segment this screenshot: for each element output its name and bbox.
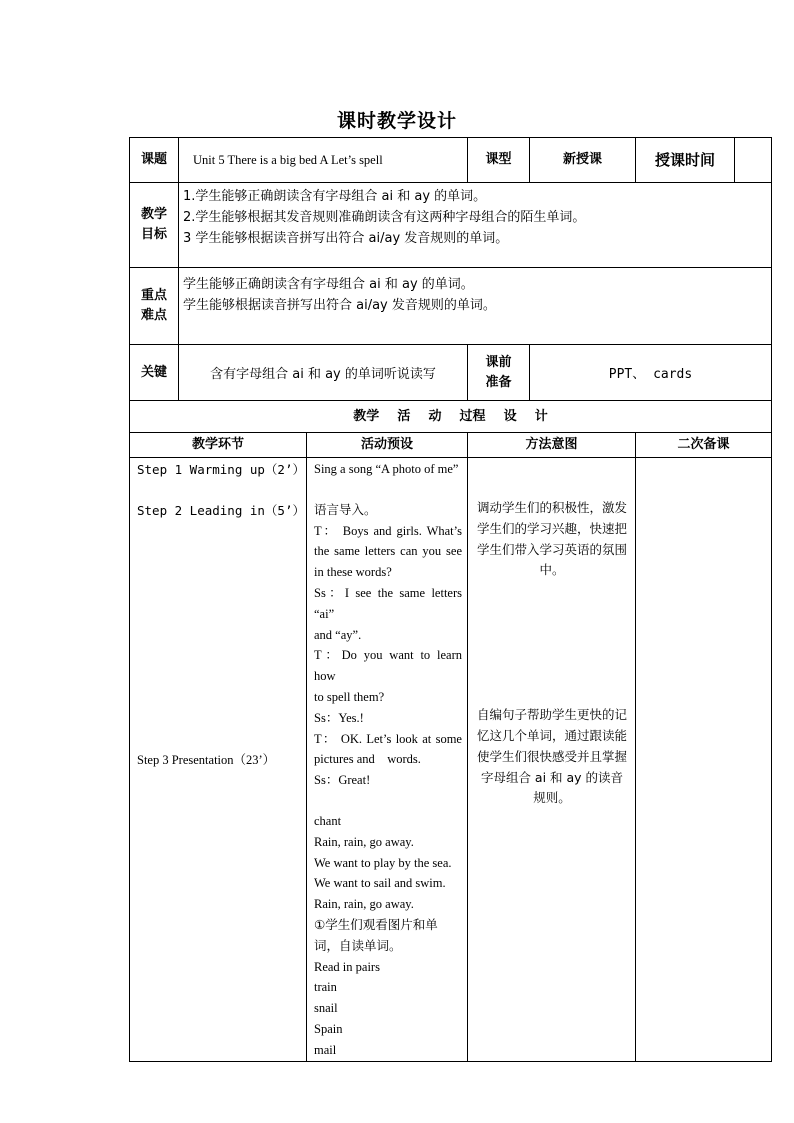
chant-line: We want to play by the sea. (314, 855, 452, 870)
word-item: mail (314, 1042, 337, 1057)
dialogue-line: T： OK. Let’s look at some (314, 731, 462, 746)
key-row (130, 345, 772, 401)
goal-line: 1.学生能够正确朗读含有字母组合 ai 和 ay 的单词。 (183, 189, 487, 204)
intro-activity: 语言导入。 (314, 501, 377, 517)
chant-title: chant (314, 813, 342, 828)
method-intent-2: 自编句子帮助学生更快的记忆这几个单词，通过跟读能使学生们很快感受并且掌握字母组合 ai 和 ay 的读音规则。 (476, 707, 627, 806)
goal-line: 3 学生能够根据读音拼写出符合 ai/ay 发音规则的单词。 (183, 231, 509, 246)
word-item: Spain (314, 1021, 343, 1036)
dialogue-line: Ss：Yes.! (314, 710, 364, 725)
dialogue-line: in these words? (314, 565, 392, 580)
chant-line: Rain, rain, go away. (314, 897, 414, 912)
column-header-row (130, 433, 772, 458)
keypoints-row (130, 268, 772, 345)
goals-row (130, 183, 772, 268)
song-activity: Sing a song “A photo of me” (314, 462, 459, 476)
process-header: 教学 活 动 过程 设 计 (130, 401, 772, 433)
method-intent-1: 调动学生们的积极性，激发学生们的学习兴趣，快速把学生们带入学习英语的氛围中。 (476, 500, 627, 578)
dialogue-line: the same letters can you see (314, 544, 462, 559)
second-prep-cell (636, 458, 772, 1062)
dialogue-line: Ss：Great! (314, 773, 371, 788)
prep-value: PPT、 cards (530, 345, 772, 401)
topic-label: 课题 (130, 138, 179, 183)
page-title: 课时教学设计 (336, 110, 457, 132)
chant-line: Rain, rain, go away. (314, 834, 414, 849)
dialogue-line: T：Do you want to learn how (314, 648, 462, 684)
dialogue-line: pictures and words. (314, 752, 421, 767)
chant-line: We want to sail and swim. (314, 876, 446, 891)
word-item: snail (314, 1001, 338, 1016)
type-label: 课型 (468, 138, 530, 183)
step-item: Step 1 Warming up（2’） (137, 462, 305, 477)
content-row (130, 458, 772, 1062)
step-item: Step 2 Leading in（5’） (137, 503, 305, 518)
key-value: 含有字母组合 ai 和 ay 的单词听说读写 (179, 345, 468, 401)
dialogue-line: Ss：I see the same letters “ai” (314, 585, 462, 621)
column-header-activities: 活动预设 (307, 433, 468, 458)
key-label: 关键 (130, 345, 179, 401)
keypoint-line: 学生能够正确朗读含有字母组合 ai 和 ay 的单词。 (183, 277, 474, 292)
dialogue-line: to spell them? (314, 689, 385, 704)
dialogue-line: T： Boys and girls. What’s (314, 523, 462, 538)
step-item: Step 3 Presentation（23’） (137, 753, 276, 767)
pairs-title: Read in pairs (314, 959, 380, 974)
process-header-row (130, 401, 772, 433)
column-header-second-prep: 二次备课 (636, 433, 772, 458)
word-item: train (314, 980, 337, 995)
column-header-methods: 方法意图 (468, 433, 636, 458)
lesson-plan-table (129, 137, 772, 1062)
topic-value: Unit 5 There is a big bed A Let’s spell (179, 138, 468, 183)
keypoint-line: 学生能够根据读音拼写出符合 ai/ay 发音规则的单词。 (183, 298, 496, 313)
time-label: 授课时间 (636, 138, 735, 182)
keypoints-label-1: 重点 (140, 288, 167, 303)
dialogue-line: and “ay”. (314, 627, 362, 642)
goals-label-2: 目标 (140, 227, 167, 242)
goal-line: 2.学生能够根据其发音规则准确朗读含有这两种字母组合的陌生单词。 (183, 210, 586, 225)
topic-row (130, 138, 772, 183)
task-item: ①学生们观看图片和单词，自读单词。 (314, 916, 438, 953)
goals-label-1: 教学 (140, 207, 167, 222)
type-value: 新授课 (530, 138, 636, 183)
prep-label-1: 课前 (485, 354, 512, 370)
column-header-steps: 教学环节 (130, 433, 307, 458)
keypoints-label-2: 难点 (140, 308, 167, 323)
prep-label-2: 准备 (485, 374, 512, 390)
time-value (735, 138, 771, 182)
